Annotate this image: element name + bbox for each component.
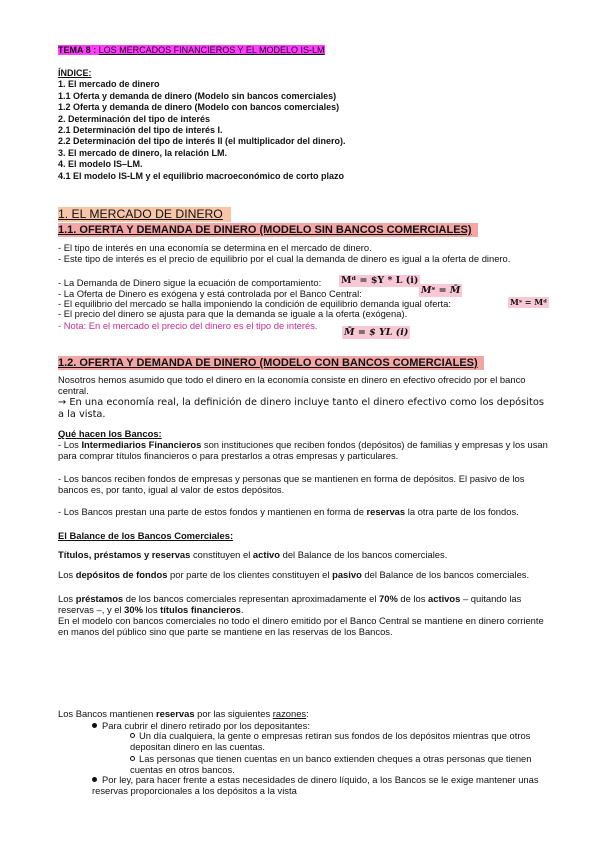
text: Los xyxy=(58,592,76,604)
text: Los xyxy=(58,569,76,581)
bancos-section xyxy=(58,428,548,517)
text: reservas xyxy=(366,506,406,518)
demanda-line xyxy=(58,277,548,288)
index-item: 1.1 Oferta y demanda de dinero (Modelo sin bancos comerciales) xyxy=(58,90,337,101)
text: . xyxy=(240,603,244,615)
index-item: 1. El mercado de dinero xyxy=(58,79,160,90)
text: – quitando las reservas –, y el xyxy=(58,592,522,615)
equation-equilibrium-result: M̄ = $ YL (i) xyxy=(344,327,409,338)
text: 70% xyxy=(379,592,398,604)
document-title xyxy=(58,45,548,56)
precio-line xyxy=(58,308,548,319)
text: Para cubrir el dinero retirado por los depositantes: xyxy=(102,720,310,731)
text: - Los xyxy=(58,439,82,451)
paragraph xyxy=(58,593,548,615)
section-1-1-title: 1.1. OFERTA Y DEMANDA DE DINERO (MODELO SIN BANCOS COMERCIALES) xyxy=(58,223,478,237)
nota-label: - Nota: xyxy=(58,320,87,331)
section-1-2-body xyxy=(58,374,548,421)
paragraph: Nosotros hemos asumido que todo el dinero en la economía consiste en dinero en efectivo ofrecido por el banco central. xyxy=(58,374,526,397)
text: préstamos xyxy=(75,592,124,604)
index-item: 2. Determinación del tipo de interés xyxy=(58,113,211,124)
text: del Balance de los bancos comerciales. xyxy=(280,549,448,561)
text: la otra parte de los fondos. xyxy=(405,506,519,518)
sub-bullet-2 xyxy=(130,753,540,775)
paragraph xyxy=(58,439,548,461)
text: reservas xyxy=(155,708,195,719)
text: son instituciones que reciben fondos (depósitos) de familias y empresas y los usan para comprar títulos financieros o para prestarlos a otras empresas y particulares. xyxy=(58,439,548,462)
text: : xyxy=(306,708,309,719)
text: depósitos de fondos xyxy=(75,569,168,581)
equation-equilibrium: Mˢ = Mᵈ xyxy=(510,297,548,307)
balance-section xyxy=(58,530,548,637)
index-item: 4.1 El modelo IS-LM y el equilibrio macroeconómico de corto plazo xyxy=(58,170,345,181)
section-1-1-body xyxy=(58,242,548,264)
text: Intermediarios Financieros xyxy=(81,439,202,451)
text: activo xyxy=(252,549,281,561)
bullet-circle-icon xyxy=(130,756,135,761)
bullet-dot-icon xyxy=(92,723,97,728)
text: de los xyxy=(397,592,429,604)
text: por parte de los clientes constituyen el xyxy=(167,569,333,581)
sub-bullet-1 xyxy=(130,730,540,752)
text: de los bancos comerciales representan aproximadamente el xyxy=(123,592,380,604)
text: constituyen el xyxy=(190,549,253,561)
section-1-2-heading xyxy=(58,356,548,370)
text: por las siguientes xyxy=(194,708,273,719)
index-item: 2.1 Determinación del tipo de interés I. xyxy=(58,125,223,136)
paragraph: - La Demanda de Dinero sigue la ecuación de comportamiento: xyxy=(58,277,322,288)
index-item: 3. El mercado de dinero, la relación LM. xyxy=(58,147,228,158)
text: títulos financieros xyxy=(160,603,241,615)
section-1-heading xyxy=(58,207,548,222)
paragraph: - El precio del dinero se ajusta para que la demanda se iguale a la oferta (exógena). xyxy=(58,308,408,319)
index-label: ÍNDICE: xyxy=(58,68,92,78)
razones-intro xyxy=(58,708,548,719)
paragraph: - Este tipo de interés es el precio de equilibrio por el cual la demanda de dinero es igual a la oferta de dinero. xyxy=(58,253,511,265)
balance-title: El Balance de los Bancos Comerciales: xyxy=(58,530,234,541)
text: pasivo xyxy=(332,569,362,581)
text: Títulos, préstamos y reservas xyxy=(58,549,191,561)
paragraph xyxy=(58,708,548,719)
index-section xyxy=(58,68,548,182)
paragraph xyxy=(58,549,548,560)
text: Por ley, para hacer frente a estas necesidades de dinero líquido, a los Bancos se le exige mantener unas reservas proporcionales a los depósitos a la vista xyxy=(92,774,539,797)
equation-supply: Mˢ = M̄ xyxy=(421,285,461,296)
section-1-1-heading xyxy=(58,223,548,237)
text: Los Bancos mantienen xyxy=(58,708,156,719)
text: 30% xyxy=(124,603,143,615)
index-item: 1.2 Oferta y demanda de dinero (Modelo con bancos comerciales) xyxy=(58,102,340,113)
text: los xyxy=(142,603,161,615)
index-item: 2.2 Determinación del tipo de interés II (el multiplicador del dinero). xyxy=(58,136,346,147)
bullet-2 xyxy=(92,774,552,796)
nota-line xyxy=(58,320,548,331)
section-1-title: 1. EL MERCADO DE DINERO xyxy=(58,207,231,222)
section-1-2-title: 1.2. OFERTA Y DEMANDA DE DINERO (MODELO CON BANCOS COMERCIALES) xyxy=(58,356,484,370)
tema-label-highlight xyxy=(58,45,325,55)
bullet-dot-icon xyxy=(92,777,97,782)
paragraph xyxy=(58,506,548,517)
index-item: 4. El modelo IS–LM. xyxy=(58,159,143,170)
paragraph: - La Oferta de Dinero es exógena y está controlada por el Banco Central: xyxy=(58,288,362,299)
text: activos xyxy=(428,592,461,604)
paragraph xyxy=(58,569,548,580)
text: Las personas que tienen cuentas en un banco extienden cheques a otras personas que tienen cuentas en otros bancos. xyxy=(130,753,532,776)
paragraph: → En una economía real, la definición de dinero incluye tanto el dinero efectivo como los depósitos a la vista. xyxy=(58,397,544,421)
text: razones xyxy=(272,708,307,719)
text: - Los Bancos prestan una parte de estos fondos y mantienen en forma de xyxy=(58,506,367,518)
paragraph: - Los bancos reciben fondos de empresas y personas que se mantienen en forma de depósitos. El pasivo de los bancos es, por tanto, igual al valor de estos depósitos. xyxy=(58,472,525,495)
equation-demand: Mᵈ = $Y * L (i) xyxy=(341,275,419,286)
text: Un día cualquiera, la gente o empresas retiran sus fondos de los depósitos mientras que otros depositan dinero en las cuentas. xyxy=(130,730,531,753)
paragraph: - El tipo de interés en una economía se determina en el mercado de dinero. xyxy=(58,242,372,253)
paragraph: - El equilibrio del mercado se halla imponiendo la condición de equilibrio demanda igual oferta: xyxy=(58,298,451,309)
bancos-title: Qué hacen los Bancos: xyxy=(58,428,162,439)
text: del Balance de los bancos comerciales. xyxy=(361,569,530,581)
nota-text: En el mercado el precio del dinero es el tipo de interés. xyxy=(86,320,318,331)
tema-title: LOS MERCADOS FINANCIEROS Y EL MODELO IS-LM xyxy=(98,45,325,55)
bullet-circle-icon xyxy=(130,733,135,738)
paragraph: En el modelo con bancos comerciales no todo el dinero emitido por el Banco Central se mantiene en dinero corriente en manos del público sino que parte se mantiene en las reservas de los Bancos. xyxy=(58,615,544,638)
tema-prefix: TEMA 8 : xyxy=(58,45,99,55)
